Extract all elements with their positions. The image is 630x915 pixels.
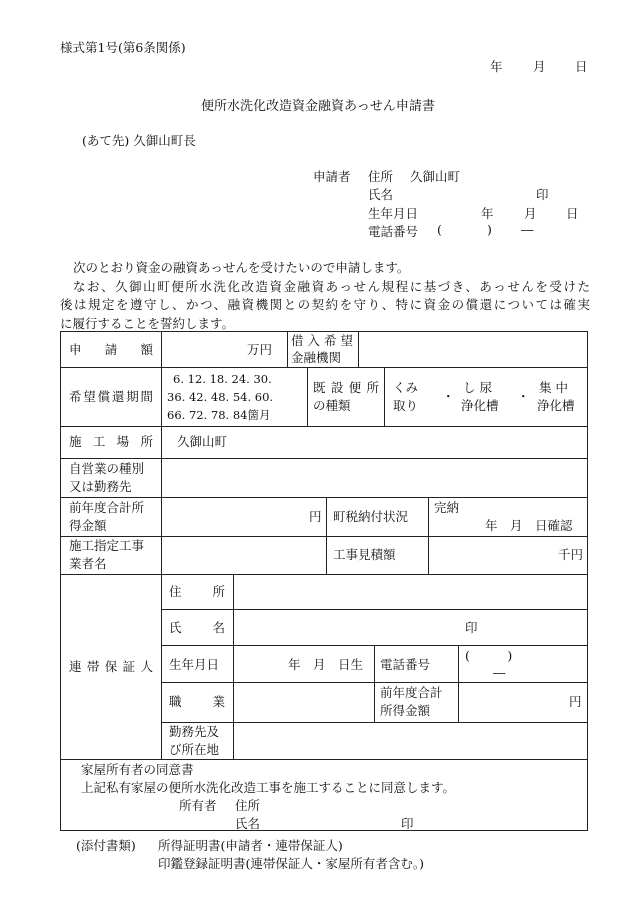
attachment-item-2: 印鑑登録証明書(連帯保証人・家屋所有者含む。)	[158, 856, 425, 871]
body-line-4: に履行することを誓約します。	[60, 315, 235, 331]
owner-address-label: 住所	[235, 798, 261, 813]
applicant-label: 申請者	[313, 169, 351, 184]
addressee: (あて先) 久御山町長	[82, 133, 196, 148]
applicant-birth-year: 年	[481, 206, 494, 221]
document-title: 便所水洗化改造資金融資あっせん申請書	[201, 99, 435, 114]
existing-toilet-label-2: の種類	[313, 398, 351, 413]
site-label: 施工場所	[69, 434, 153, 449]
applicant-phone-open: (	[437, 222, 442, 237]
lender-label-2: 金融機関	[291, 350, 342, 365]
attachment-item-1: 所得証明書(申請者・連帯保証人)	[158, 838, 343, 853]
lender-field[interactable]	[363, 342, 583, 358]
tax-paid-label: 完納	[434, 500, 460, 515]
guarantor-income-unit: 円	[569, 694, 582, 709]
applicant-birth-day: 日	[566, 206, 579, 221]
body-line-3: 後は規定を遵守し、かつ、融資機関との契約を守り、特に資金の償還については確実	[60, 297, 590, 312]
consent-text: 上記私有家屋の便所水洗化改造工事を施工することに同意します。	[81, 780, 456, 795]
guarantor-name-label: 氏名	[169, 620, 225, 635]
body-line-1: 次のとおり資金の融資あっせんを受けたいので申請します。	[73, 260, 410, 275]
type-separator-2: ・	[517, 389, 530, 404]
contractor-label-1: 施工指定工事	[69, 538, 145, 553]
applicant-phone-dash: ―	[521, 222, 534, 237]
type-shinyo-b[interactable]: 浄化槽	[461, 398, 499, 413]
type-shuchu-b[interactable]: 浄化槽	[537, 398, 575, 413]
applicant-address-label: 住所	[368, 169, 394, 184]
guarantor-label: 連帯保証人	[69, 659, 153, 674]
type-kumitori-b[interactable]: 取り	[393, 398, 419, 413]
income-label-1: 前年度合計所	[69, 500, 145, 515]
site-value[interactable]: 久御山町	[177, 434, 228, 449]
existing-toilet-label-1: 既設便所	[313, 380, 379, 395]
income-unit: 円	[309, 509, 322, 524]
type-kumitori-a[interactable]: くみ	[393, 380, 419, 395]
employer-label-2: 又は勤務先	[69, 479, 132, 494]
guarantor-phone-label: 電話番号	[380, 657, 431, 672]
contractor-label-2: 業者名	[69, 556, 107, 571]
attachments-label: (添付書類)	[76, 838, 136, 853]
repayment-options-2[interactable]: 36. 42. 48. 54. 60.	[167, 390, 274, 404]
repayment-label: 希望償還期間	[69, 389, 153, 404]
guarantor-phone-paren[interactable]: ( )	[465, 648, 513, 663]
repayment-options-1[interactable]: 6. 12. 18. 24. 30.	[173, 372, 272, 386]
employer-label-1: 自営業の種別	[69, 461, 145, 476]
form-number: 様式第1号(第6条関係)	[60, 40, 186, 55]
guarantor-income-label-2: 所得金額	[380, 703, 431, 718]
guarantor-income-label-1: 前年度合計	[380, 685, 443, 700]
amount-label: 申請額	[69, 342, 153, 357]
applicant-seal: 印	[536, 187, 549, 202]
owner-label: 所有者	[179, 798, 217, 813]
date-day-label: 日	[575, 59, 588, 74]
amount-unit: 万円	[247, 342, 273, 357]
date-month-label: 月	[533, 59, 546, 74]
applicant-phone-label: 電話番号	[368, 224, 419, 239]
consent-title: 家屋所有者の同意書	[81, 762, 194, 777]
repayment-options-3[interactable]: 66. 72. 78. 84箇月	[167, 408, 271, 422]
estimate-label: 工事見積額	[333, 547, 396, 562]
applicant-name-label: 氏名	[368, 187, 394, 202]
applicant-birth-label: 生年月日	[368, 206, 419, 221]
owner-seal: 印	[401, 816, 414, 831]
body-line-2: なお、久御山町便所水洗化改造資金融資あっせん規程に基づき、あっせんを受けた	[73, 278, 590, 294]
guarantor-job-label: 職業	[169, 694, 225, 709]
income-label-2: 得金額	[69, 518, 107, 533]
guarantor-address-label: 住所	[169, 584, 225, 599]
guarantor-workplace-label-2: び所在地	[169, 742, 220, 757]
estimate-unit: 千円	[558, 547, 584, 562]
type-shuchu-a[interactable]: 集 中	[539, 380, 568, 395]
guarantor-birth-fields[interactable]: 年 月 日生	[288, 657, 364, 672]
type-shinyo-a[interactable]: し 尿	[463, 380, 492, 395]
tax-confirm-date[interactable]: 年 月 日確認	[485, 518, 573, 533]
tax-status-label: 町税納付状況	[333, 509, 409, 524]
guarantor-seal: 印	[465, 620, 478, 635]
owner-name-label: 氏名	[235, 816, 261, 831]
guarantor-phone-dash: ―	[493, 665, 506, 680]
applicant-phone-close: )	[487, 222, 492, 237]
guarantor-birth-label: 生年月日	[169, 657, 220, 672]
type-separator-1: ・	[442, 389, 455, 404]
employer-field[interactable]	[167, 469, 582, 485]
application-form-table	[60, 331, 588, 831]
body-paragraph	[60, 259, 590, 333]
guarantor-workplace-label-1: 勤務先及	[169, 724, 220, 739]
applicant-address-value: 久御山町	[410, 169, 461, 184]
date-year-label: 年	[490, 59, 503, 74]
lender-label-1: 借入希望	[291, 333, 353, 348]
applicant-birth-month: 月	[524, 206, 537, 221]
